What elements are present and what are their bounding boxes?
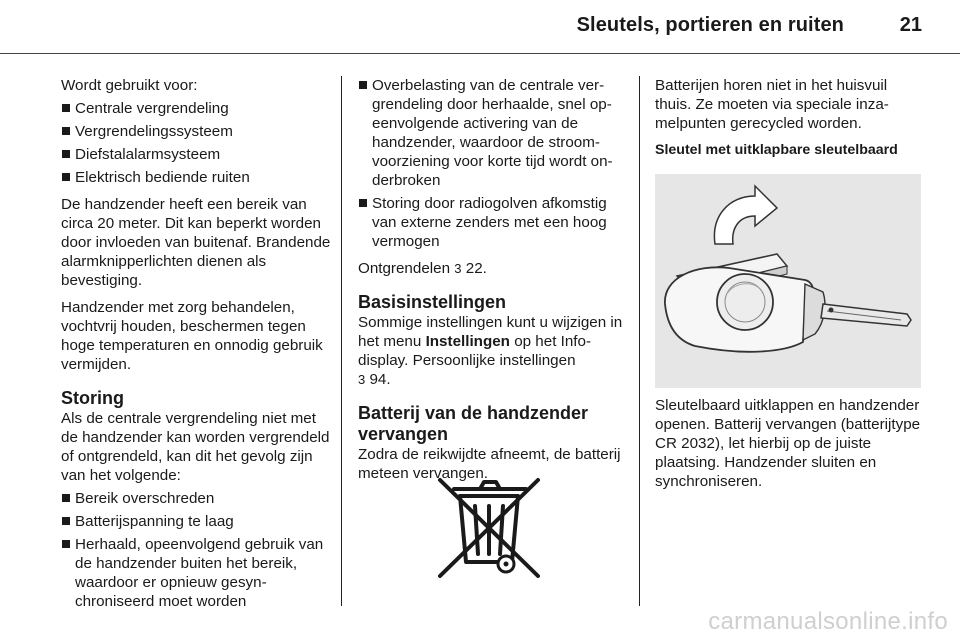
column-1 xyxy=(61,76,331,619)
basic-settings-text-2: op het Info-display. Persoonlijke instellingen xyxy=(358,333,592,369)
key-fob-battery-illustration xyxy=(655,174,921,388)
column-divider-1 xyxy=(341,76,342,606)
basic-settings-heading: Basisinstellingen xyxy=(358,292,507,312)
unlock-reference xyxy=(358,259,628,278)
column-divider-2 xyxy=(639,76,640,606)
page-ref-arrow-icon: 3 xyxy=(454,261,462,276)
basic-settings-page-ref: 94. xyxy=(369,371,391,388)
list-item: Diefstalalarmsysteem xyxy=(61,145,331,164)
battery-heading: Batterij van de handzender vervangen xyxy=(358,403,589,444)
uses-list xyxy=(61,99,331,187)
list-item: Vergrendelingssysteem xyxy=(61,122,331,141)
list-item: Overbelasting van de centrale vergrendeling door herhaalde, snel opeenvolgende activering van de handzender, waardoor de stroomvoorziening voor korte tijd wordt onderbroken xyxy=(358,76,628,190)
battery-paragraph: Zodra de reikwijdte afneemt, de batterij meteen vervangen. xyxy=(358,446,621,482)
causes-list-continued xyxy=(358,76,628,251)
unlock-page-ref: 22. xyxy=(465,260,487,277)
causes-list xyxy=(61,489,331,611)
list-item: Elektrisch bediende ruiten xyxy=(61,168,331,187)
header-rule xyxy=(0,53,960,54)
uses-intro: Wordt gebruikt voor: xyxy=(61,77,198,94)
column-2 xyxy=(358,76,628,491)
running-header-title: Sleutels, portieren en ruiten xyxy=(576,14,844,36)
list-item: Storing door radiogolven afkomstig van externe zenders met een hoog vermogen xyxy=(358,194,628,251)
care-paragraph: Handzender met zorg behandelen, vochtvrij houden, beschermen tegen hoge temperaturen en onnodig gebruik vermijden. xyxy=(61,299,323,373)
crossed-out-bin-icon xyxy=(432,476,546,580)
unlock-text: Ontgrendelen xyxy=(358,260,451,277)
basic-settings-text-1: Sommige instellingen kunt u wijzigen in het menu xyxy=(358,314,623,350)
key-subheading: Sleutel met uitklapbare sleutelbaard xyxy=(655,142,898,158)
list-item: Centrale vergrendeling xyxy=(61,99,331,118)
list-item: Herhaald, opeenvolgend gebruik van de handzender buiten het bereik, waardoor er opnieuw gesynchroniseerd moet worden xyxy=(61,535,331,611)
page-ref-arrow-icon: 3 xyxy=(358,372,366,387)
instruction-paragraph: Sleutelbaard uitklappen en handzender openen. Batterij vervangen (batterijtype CR 2032), let hierbij op de juiste plaatsing. Handzender sluiten en synchroniseren. xyxy=(655,397,921,490)
watermark: carmanualsonline.info xyxy=(708,608,948,635)
basic-settings-paragraph xyxy=(358,313,628,389)
storing-heading: Storing xyxy=(61,388,124,408)
storing-paragraph: Als de centrale vergrendeling niet met de handzender kan worden vergrendeld of ontgrendeld, kan dit het gevolg zijn van het volgende: xyxy=(61,410,330,484)
disposal-paragraph: Batterijen horen niet in het huisvuil thuis. Ze moeten via speciale inzamelpunten gerecycled worden. xyxy=(655,77,889,132)
range-paragraph: De handzender heeft een bereik van circa 20 meter. Dit kan beperkt worden door invloeden van buitenaf. Brandende alarmknipperlichten dienen als bevestiging. xyxy=(61,196,331,289)
list-item: Batterijspanning te laag xyxy=(61,512,331,531)
page-number: 21 xyxy=(899,14,922,36)
settings-menu-keyword: Instellingen xyxy=(425,333,510,350)
list-item: Bereik overschreden xyxy=(61,489,331,508)
